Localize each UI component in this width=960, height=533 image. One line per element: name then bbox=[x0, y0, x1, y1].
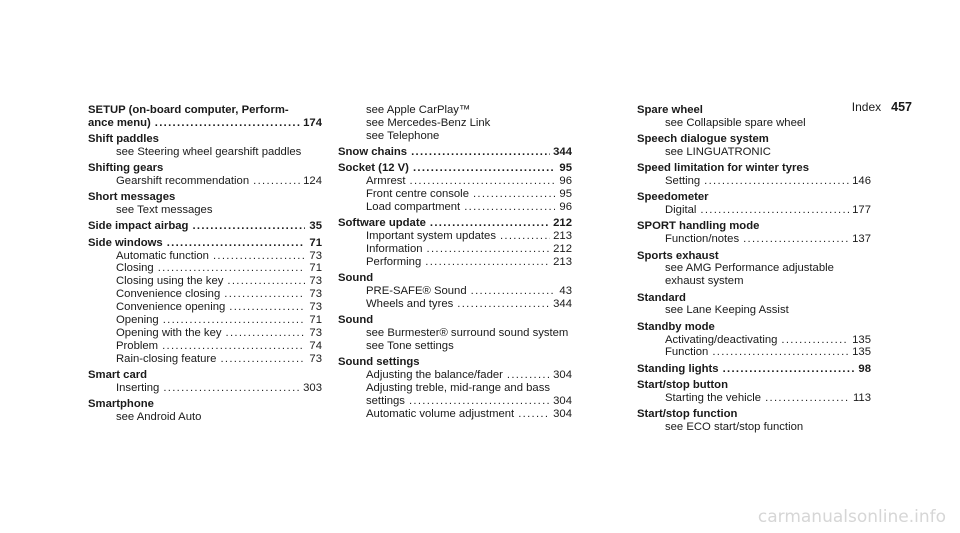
entry-text: see Android Auto bbox=[116, 411, 202, 424]
entry-text: Smartphone bbox=[88, 398, 154, 411]
entry-text: see Collapsible spare wheel bbox=[665, 116, 806, 129]
index-heading bbox=[338, 272, 572, 285]
page-reference: 71 bbox=[309, 262, 322, 275]
index-heading bbox=[637, 220, 871, 233]
entry-text: Side impact airbag bbox=[88, 220, 189, 233]
index-subentry bbox=[88, 175, 322, 188]
index-subentry bbox=[338, 369, 572, 382]
entry-text: see ECO start/stop function bbox=[665, 420, 804, 433]
index-subentry bbox=[637, 146, 871, 159]
page-reference: 73 bbox=[309, 301, 322, 314]
entry-text: Convenience opening bbox=[116, 301, 226, 314]
index-entry bbox=[88, 220, 322, 233]
index-heading bbox=[637, 133, 871, 146]
entry-text: Side windows bbox=[88, 236, 163, 249]
page-reference: 344 bbox=[553, 146, 572, 159]
entry-text: see Apple CarPlay™ bbox=[366, 104, 471, 116]
entry-text: Sound settings bbox=[338, 356, 420, 369]
dot-leader bbox=[700, 204, 849, 217]
index-subentry bbox=[338, 175, 572, 188]
entry-text: Short messages bbox=[88, 191, 176, 204]
entry-text: SPORT handling mode bbox=[637, 220, 760, 233]
index-subentry bbox=[637, 346, 871, 359]
page-reference: 212 bbox=[553, 217, 572, 230]
index-subentry bbox=[88, 204, 322, 217]
entry-text: Armrest bbox=[366, 175, 406, 188]
entry-text: see Burmester® surround sound system bbox=[366, 326, 569, 339]
index-entry bbox=[637, 133, 871, 159]
entry-text: Wheels and tyres bbox=[366, 297, 454, 310]
dot-leader bbox=[410, 175, 555, 188]
dot-leader bbox=[253, 175, 300, 188]
entry-text: see Mercedes-Benz Link bbox=[366, 116, 491, 129]
page-reference: 96 bbox=[559, 175, 572, 188]
entry-text: Automatic volume adjustment bbox=[366, 407, 515, 420]
index-subentry bbox=[338, 188, 572, 201]
entry-text: Performing bbox=[366, 255, 422, 268]
entry-text: see LINGUATRONIC bbox=[665, 146, 771, 159]
watermark: carmanualsonline.info bbox=[757, 507, 946, 527]
dot-leader bbox=[473, 188, 555, 201]
index-subentry bbox=[338, 382, 572, 395]
index-heading bbox=[637, 408, 871, 421]
index-subentry bbox=[338, 130, 572, 143]
entry-text: Starting the vehicle bbox=[665, 391, 762, 404]
dot-leader bbox=[155, 117, 300, 130]
page-reference: 304 bbox=[553, 369, 572, 381]
index-subentry bbox=[338, 285, 572, 298]
entry-text: Standard bbox=[637, 291, 686, 304]
dot-leader bbox=[425, 256, 550, 269]
index-heading bbox=[88, 191, 322, 204]
index-entry bbox=[637, 379, 871, 405]
page-reference: 95 bbox=[559, 162, 572, 175]
dot-leader bbox=[507, 369, 550, 382]
index-entry bbox=[88, 191, 322, 217]
page-reference: 135 bbox=[852, 333, 871, 346]
index-column-3 bbox=[637, 104, 871, 437]
entry-text: Front centre console bbox=[366, 188, 469, 201]
dot-leader bbox=[457, 298, 550, 311]
index-entry bbox=[637, 191, 871, 217]
index-subentry bbox=[88, 314, 322, 327]
page-reference: 113 bbox=[852, 391, 871, 404]
entry-text: Sound bbox=[338, 314, 374, 327]
dot-leader bbox=[500, 230, 550, 243]
index-subentry bbox=[88, 411, 322, 424]
page-reference: 95 bbox=[559, 188, 572, 201]
entry-text: Inserting bbox=[116, 381, 160, 394]
dot-leader bbox=[227, 275, 305, 288]
page-reference: 73 bbox=[309, 275, 322, 288]
entry-text: SETUP (on-board computer, Perform- bbox=[88, 104, 289, 116]
index-subentry bbox=[338, 340, 572, 353]
index-subentry bbox=[637, 262, 871, 275]
index-heading bbox=[637, 104, 871, 117]
page-reference: 212 bbox=[553, 242, 572, 255]
page-reference: 304 bbox=[553, 394, 572, 407]
entry-text: Activating/deactivating bbox=[665, 333, 778, 346]
page-reference: 146 bbox=[852, 175, 871, 188]
index-heading bbox=[338, 162, 572, 175]
dot-leader bbox=[712, 346, 849, 359]
index-heading bbox=[88, 117, 322, 130]
dot-leader bbox=[162, 340, 305, 353]
index-heading bbox=[338, 217, 572, 230]
index-entry bbox=[338, 146, 572, 159]
index-subentry bbox=[637, 421, 871, 434]
page-reference: 96 bbox=[559, 200, 572, 213]
index-subentry bbox=[338, 230, 572, 243]
index-entry bbox=[637, 162, 871, 188]
index-entry bbox=[338, 104, 572, 143]
page-reference: 73 bbox=[309, 352, 322, 365]
page-reference: 124 bbox=[303, 175, 322, 188]
index-subentry bbox=[338, 408, 572, 421]
index-subentry bbox=[637, 204, 871, 217]
entry-text: Important system updates bbox=[366, 230, 496, 243]
index-title: Index bbox=[851, 100, 882, 114]
index-heading bbox=[88, 162, 322, 175]
index-subentry bbox=[338, 298, 572, 311]
index-heading bbox=[637, 292, 871, 305]
dot-leader bbox=[464, 201, 555, 214]
entry-text: Gearshift recommendation bbox=[116, 175, 250, 188]
index-subentry bbox=[88, 275, 322, 288]
entry-text: Shifting gears bbox=[88, 162, 164, 175]
index-subentry bbox=[637, 334, 871, 347]
entry-text: Setting bbox=[665, 175, 701, 188]
entry-text: Closing using the key bbox=[116, 275, 224, 288]
page-reference: 71 bbox=[309, 236, 322, 249]
index-heading bbox=[88, 220, 322, 233]
entry-text: Adjusting treble, mid-range and bass bbox=[366, 381, 550, 394]
index-heading bbox=[637, 162, 871, 175]
index-subentry bbox=[637, 275, 871, 288]
entry-text: exhaust system bbox=[665, 275, 744, 288]
index-subentry bbox=[338, 395, 572, 408]
index-subentry bbox=[338, 104, 572, 117]
index-entry bbox=[338, 162, 572, 214]
index-subentry bbox=[637, 304, 871, 317]
dot-leader bbox=[427, 243, 551, 256]
index-subentry bbox=[338, 327, 572, 340]
entry-text: Smart card bbox=[88, 369, 148, 381]
index-entry bbox=[637, 250, 871, 289]
index-entry bbox=[338, 356, 572, 421]
dot-leader bbox=[704, 175, 849, 188]
dot-leader bbox=[411, 146, 550, 159]
entry-text: Information bbox=[366, 242, 423, 255]
entry-text: Opening bbox=[116, 314, 159, 327]
entry-text: Shift paddles bbox=[88, 133, 159, 146]
entry-text: Function bbox=[665, 346, 709, 359]
page-reference: 73 bbox=[309, 249, 322, 262]
entry-text: see Steering wheel gearshift paddles bbox=[116, 146, 302, 159]
index-heading bbox=[637, 379, 871, 392]
entry-text: see Tone settings bbox=[366, 339, 454, 352]
page-reference: 174 bbox=[303, 116, 322, 129]
dot-leader bbox=[743, 233, 849, 246]
entry-text: Standing lights bbox=[637, 362, 719, 375]
index-entry bbox=[637, 104, 871, 130]
entry-text: Function/notes bbox=[665, 233, 740, 246]
entry-text: Start/stop button bbox=[637, 378, 728, 391]
entry-text: Snow chains bbox=[338, 146, 408, 159]
page-reference: 73 bbox=[309, 288, 322, 301]
entry-text: Adjusting the balance/fader bbox=[366, 369, 503, 381]
dot-leader bbox=[430, 217, 550, 230]
page-reference: 74 bbox=[309, 339, 322, 352]
entry-text: see Lane Keeping Assist bbox=[665, 304, 789, 317]
index-heading bbox=[338, 314, 572, 327]
index-heading bbox=[637, 250, 871, 263]
index-entry bbox=[88, 133, 322, 159]
dot-leader bbox=[765, 392, 850, 405]
entry-text: see Telephone bbox=[366, 129, 440, 142]
dot-leader bbox=[518, 408, 550, 421]
entry-text: settings bbox=[366, 394, 405, 407]
entry-text: Start/stop function bbox=[637, 408, 738, 420]
dot-leader bbox=[229, 301, 305, 314]
index-subentry bbox=[637, 392, 871, 405]
entry-text: Sports exhaust bbox=[637, 249, 719, 262]
index-column-1 bbox=[88, 104, 322, 427]
page-reference: 177 bbox=[852, 204, 871, 217]
entry-text: see Text messages bbox=[116, 204, 213, 217]
dot-leader bbox=[224, 288, 305, 301]
dot-leader bbox=[163, 314, 305, 327]
index-subentry bbox=[637, 233, 871, 246]
index-subentry bbox=[88, 340, 322, 353]
index-entry bbox=[637, 321, 871, 360]
index-entry bbox=[88, 237, 322, 366]
entry-text: Automatic function bbox=[116, 249, 209, 262]
index-entry bbox=[338, 314, 572, 353]
page-reference: 213 bbox=[553, 255, 572, 268]
dot-leader bbox=[409, 395, 550, 408]
page-reference: 135 bbox=[852, 346, 871, 359]
entry-text: Socket (12 V) bbox=[338, 162, 409, 175]
entry-text: Convenience closing bbox=[116, 288, 221, 301]
index-entry bbox=[338, 272, 572, 311]
index-heading bbox=[637, 363, 871, 376]
index-heading bbox=[88, 398, 322, 411]
index-heading bbox=[88, 369, 322, 382]
dot-leader bbox=[213, 250, 305, 263]
index-subentry bbox=[88, 327, 322, 340]
page-number: 457 bbox=[891, 100, 912, 114]
entry-text: see AMG Performance adjustable bbox=[665, 262, 834, 275]
dot-leader bbox=[226, 327, 305, 340]
page-reference: 71 bbox=[309, 314, 322, 327]
dot-leader bbox=[167, 237, 305, 250]
dot-leader bbox=[192, 220, 305, 233]
index-entry bbox=[637, 292, 871, 318]
page-reference: 98 bbox=[858, 362, 871, 375]
dot-leader bbox=[413, 162, 555, 175]
dot-leader bbox=[471, 285, 555, 298]
index-subentry bbox=[88, 262, 322, 275]
dot-leader bbox=[220, 353, 305, 366]
entry-text: Load compartment bbox=[366, 200, 461, 213]
index-heading bbox=[88, 237, 322, 250]
entry-text: ance menu) bbox=[88, 116, 151, 129]
page-reference: 73 bbox=[309, 326, 322, 339]
page-reference: 137 bbox=[852, 233, 871, 246]
page-reference: 35 bbox=[309, 220, 322, 233]
index-subentry bbox=[338, 243, 572, 256]
index-subentry bbox=[88, 250, 322, 263]
index-entry bbox=[88, 369, 322, 395]
entry-text: Software update bbox=[338, 217, 426, 230]
index-entry bbox=[637, 363, 871, 376]
index-entry bbox=[88, 104, 322, 130]
index-entry bbox=[88, 398, 322, 424]
dot-leader bbox=[163, 382, 300, 395]
page-reference: 213 bbox=[553, 230, 572, 243]
entry-text: Spare wheel bbox=[637, 104, 703, 116]
dot-leader bbox=[781, 334, 849, 347]
index-subentry bbox=[88, 301, 322, 314]
dot-leader bbox=[723, 363, 854, 376]
index-subentry bbox=[88, 146, 322, 159]
index-subentry bbox=[637, 175, 871, 188]
entry-text: Rain-closing feature bbox=[116, 352, 217, 365]
index-entry bbox=[637, 220, 871, 246]
page-reference: 304 bbox=[553, 407, 572, 420]
entry-text: Opening with the key bbox=[116, 326, 222, 339]
index-heading bbox=[338, 356, 572, 369]
index-subentry bbox=[88, 353, 322, 366]
index-subentry bbox=[338, 201, 572, 214]
entry-text: Closing bbox=[116, 262, 154, 275]
index-subentry bbox=[338, 117, 572, 130]
dot-leader bbox=[158, 262, 305, 275]
index-heading bbox=[637, 321, 871, 334]
entry-text: Digital bbox=[665, 204, 697, 217]
entry-text: PRE-SAFE® Sound bbox=[366, 284, 467, 297]
index-subentry bbox=[88, 382, 322, 395]
page-reference: 344 bbox=[553, 297, 572, 310]
entry-text: Sound bbox=[338, 272, 374, 285]
entry-text: Speed limitation for winter tyres bbox=[637, 162, 809, 175]
index-subentry bbox=[88, 288, 322, 301]
entry-text: Speedometer bbox=[637, 191, 709, 204]
entry-text: Standby mode bbox=[637, 320, 715, 333]
index-heading bbox=[637, 191, 871, 204]
index-heading bbox=[338, 146, 572, 159]
index-entry bbox=[637, 408, 871, 434]
entry-text: Problem bbox=[116, 339, 159, 352]
index-subentry bbox=[338, 256, 572, 269]
index-heading bbox=[88, 133, 322, 146]
index-column-2 bbox=[338, 104, 572, 424]
index-entry bbox=[88, 162, 322, 188]
page-reference: 43 bbox=[559, 284, 572, 297]
index-subentry bbox=[637, 117, 871, 130]
index-heading bbox=[88, 104, 322, 117]
page-reference: 303 bbox=[303, 381, 322, 394]
entry-text: Speech dialogue system bbox=[637, 133, 769, 146]
index-entry bbox=[338, 217, 572, 269]
